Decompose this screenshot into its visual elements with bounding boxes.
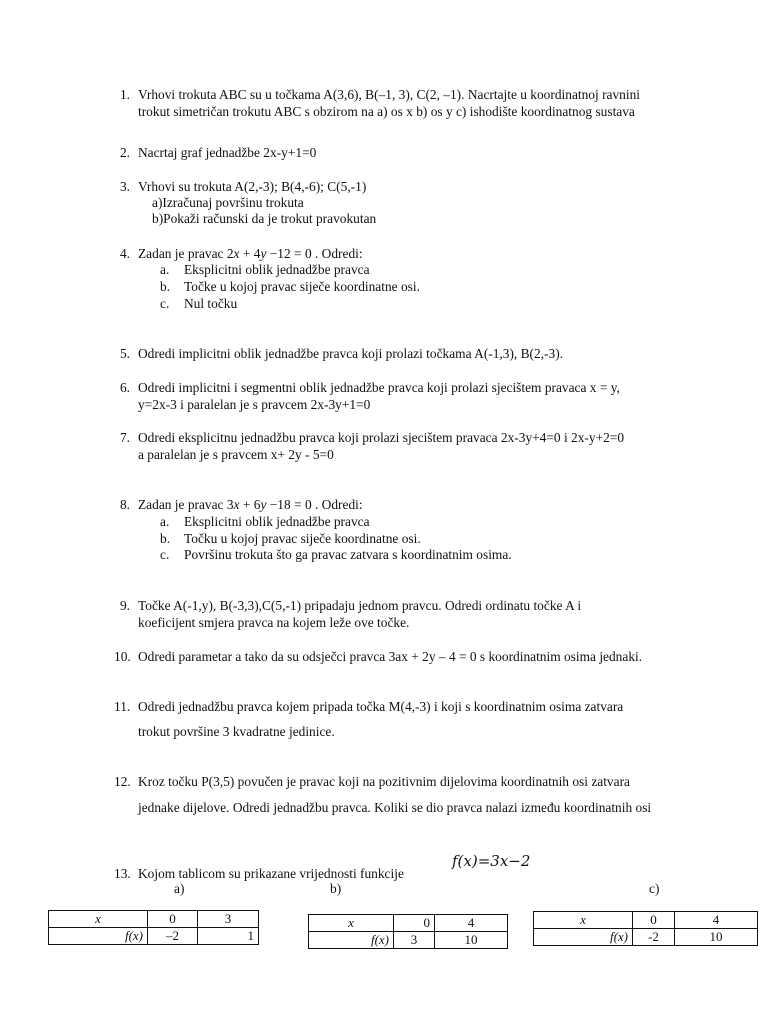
- table-row: [534, 912, 758, 929]
- table-cell: -2: [633, 929, 675, 946]
- problem-text-line: Vrhovi su trokuta A(2,-3); B(4,-6); C(5,-1): [138, 179, 367, 194]
- list-text: Nul točku: [184, 296, 238, 311]
- table-cell: 0: [148, 911, 198, 928]
- table-cell: f(x): [49, 928, 148, 945]
- list-text: Eksplicitni oblik jednadžbe pravca: [184, 514, 370, 529]
- problem-number: 13.: [114, 866, 131, 881]
- subtask-b: b)Pokaži računski da je trokut pravokutan: [152, 211, 377, 226]
- problem-number: 4.: [119, 246, 130, 261]
- problem-text-line: Kojom tablicom su prikazane vrijednosti funkcije: [138, 866, 404, 881]
- problem-number: 3.: [119, 179, 130, 194]
- list-text: Površinu trokuta što ga pravac zatvara s koordinatnim osima.: [184, 547, 512, 562]
- list-marker: c.: [160, 547, 170, 562]
- list-marker: b.: [160, 531, 171, 546]
- table-cell: 3: [198, 911, 259, 928]
- table-cell: 10: [675, 929, 758, 946]
- list-text: Točku u kojoj pravac siječe koordinatne osi.: [184, 531, 421, 546]
- table-cell: f(x): [309, 932, 394, 949]
- table-cell: 0: [633, 912, 675, 929]
- problem-text-line: koeficijent smjera pravca na kojem leže ove točke.: [138, 615, 410, 630]
- list-text: Eksplicitni oblik jednadžbe pravca: [184, 262, 370, 277]
- problem-number: 7.: [119, 430, 130, 445]
- problem-number: 6.: [119, 380, 130, 395]
- value-table-b: [308, 914, 508, 949]
- problem-number: 2.: [119, 145, 130, 160]
- value-table-c: [533, 911, 758, 946]
- problem-text-line: Odredi jednadžbu pravca kojem pripada točka M(4,-3) i koji s koordinatnim osima zatvara: [138, 699, 624, 714]
- table-row: [309, 932, 508, 949]
- problem-text-line: y=2x-3 i paralelan je s pravcem 2x-3y+1=0: [138, 397, 371, 412]
- table-cell: 1: [198, 928, 259, 945]
- problem-number: 11.: [114, 699, 131, 714]
- problem-number: 9.: [119, 598, 130, 613]
- option-b-label: b): [330, 881, 342, 896]
- function-formula: f(x)=3x−2: [452, 852, 531, 870]
- table-cell: 10: [435, 932, 508, 949]
- problem-text-line: Točke A(-1,y), B(-3,3),C(5,-1) pripadaju jednom pravcu. Odredi ordinatu točke A i: [138, 598, 582, 613]
- table-cell: 4: [675, 912, 758, 929]
- table-cell: 0: [394, 915, 435, 932]
- problem-text-line: Vrhovi trokuta ABC su u točkama A(3,6), B(–1, 3), C(2, –1). Nacrtajte u koordinatnoj ravnini: [138, 87, 640, 102]
- list-marker: a.: [160, 514, 170, 529]
- problem-number: 1.: [119, 87, 130, 102]
- problem-number: 10.: [114, 649, 131, 664]
- table-row: [49, 911, 259, 928]
- table-cell: x: [49, 911, 148, 928]
- table-cell: –2: [148, 928, 198, 945]
- problem-number: 8.: [119, 497, 130, 512]
- option-a-label: a): [174, 881, 185, 896]
- problem-text-line: Odredi implicitni i segmentni oblik jednadžbe pravca koji prolazi sjecištem pravaca x = y,: [138, 380, 620, 395]
- table-cell: 4: [435, 915, 508, 932]
- problem-text-line: Kroz točku P(3,5) povučen je pravac koji na pozitivnim dijelovima koordinatnih osi zatvara: [138, 774, 630, 789]
- list-text: Točke u kojoj pravac siječe koordinatne osi.: [184, 279, 420, 294]
- problem-text-line: trokut simetričan trokutu ABC s obzirom na a) os x b) os y c) ishodište koordinatnog sustava: [138, 104, 635, 119]
- problem-text-line: Nacrtaj graf jednadžbe 2x-y+1=0: [138, 145, 317, 160]
- problem-text-line: Odredi implicitni oblik jednadžbe pravca koji prolazi točkama A(-1,3), B(2,-3).: [138, 346, 564, 361]
- table-cell: x: [309, 915, 394, 932]
- table-row: [49, 928, 259, 945]
- table-row: [309, 915, 508, 932]
- subtask-a: a)Izračunaj površinu trokuta: [152, 195, 304, 210]
- problem-text-line: Odredi parametar a tako da su odsječci pravca 3ax + 2y – 4 = 0 s koordinatnim osima jednaki.: [138, 649, 643, 664]
- problem-text-line: Odredi eksplicitnu jednadžbu pravca koji prolazi sjecištem pravaca 2x-3y+4=0 i 2x-y+2=0: [138, 430, 625, 445]
- list-marker: b.: [160, 279, 171, 294]
- problem-text-line: Zadan je pravac 3x + 6y −18 = 0 . Odredi:: [138, 497, 363, 512]
- problem-text-line: a paralelan je s pravcem x+ 2y - 5=0: [138, 447, 334, 462]
- table-row: [534, 929, 758, 946]
- table-cell: x: [534, 912, 633, 929]
- option-c-label: c): [649, 881, 660, 896]
- problem-number: 5.: [119, 346, 130, 361]
- list-marker: c.: [160, 296, 170, 311]
- problem-number: 12.: [114, 774, 131, 789]
- list-marker: a.: [160, 262, 170, 277]
- value-table-a: [48, 910, 259, 945]
- problem-text-line: jednake dijelove. Odredi jednadžbu pravca. Koliki se dio pravca nalazi između koordinatnih osi: [138, 800, 652, 815]
- problem-text-line: Zadan je pravac 2x + 4y −12 = 0 . Odredi:: [138, 246, 363, 261]
- table-cell: f(x): [534, 929, 633, 946]
- table-cell: 3: [394, 932, 435, 949]
- problem-text-line: trokut površine 3 kvadratne jedinice.: [138, 724, 335, 739]
